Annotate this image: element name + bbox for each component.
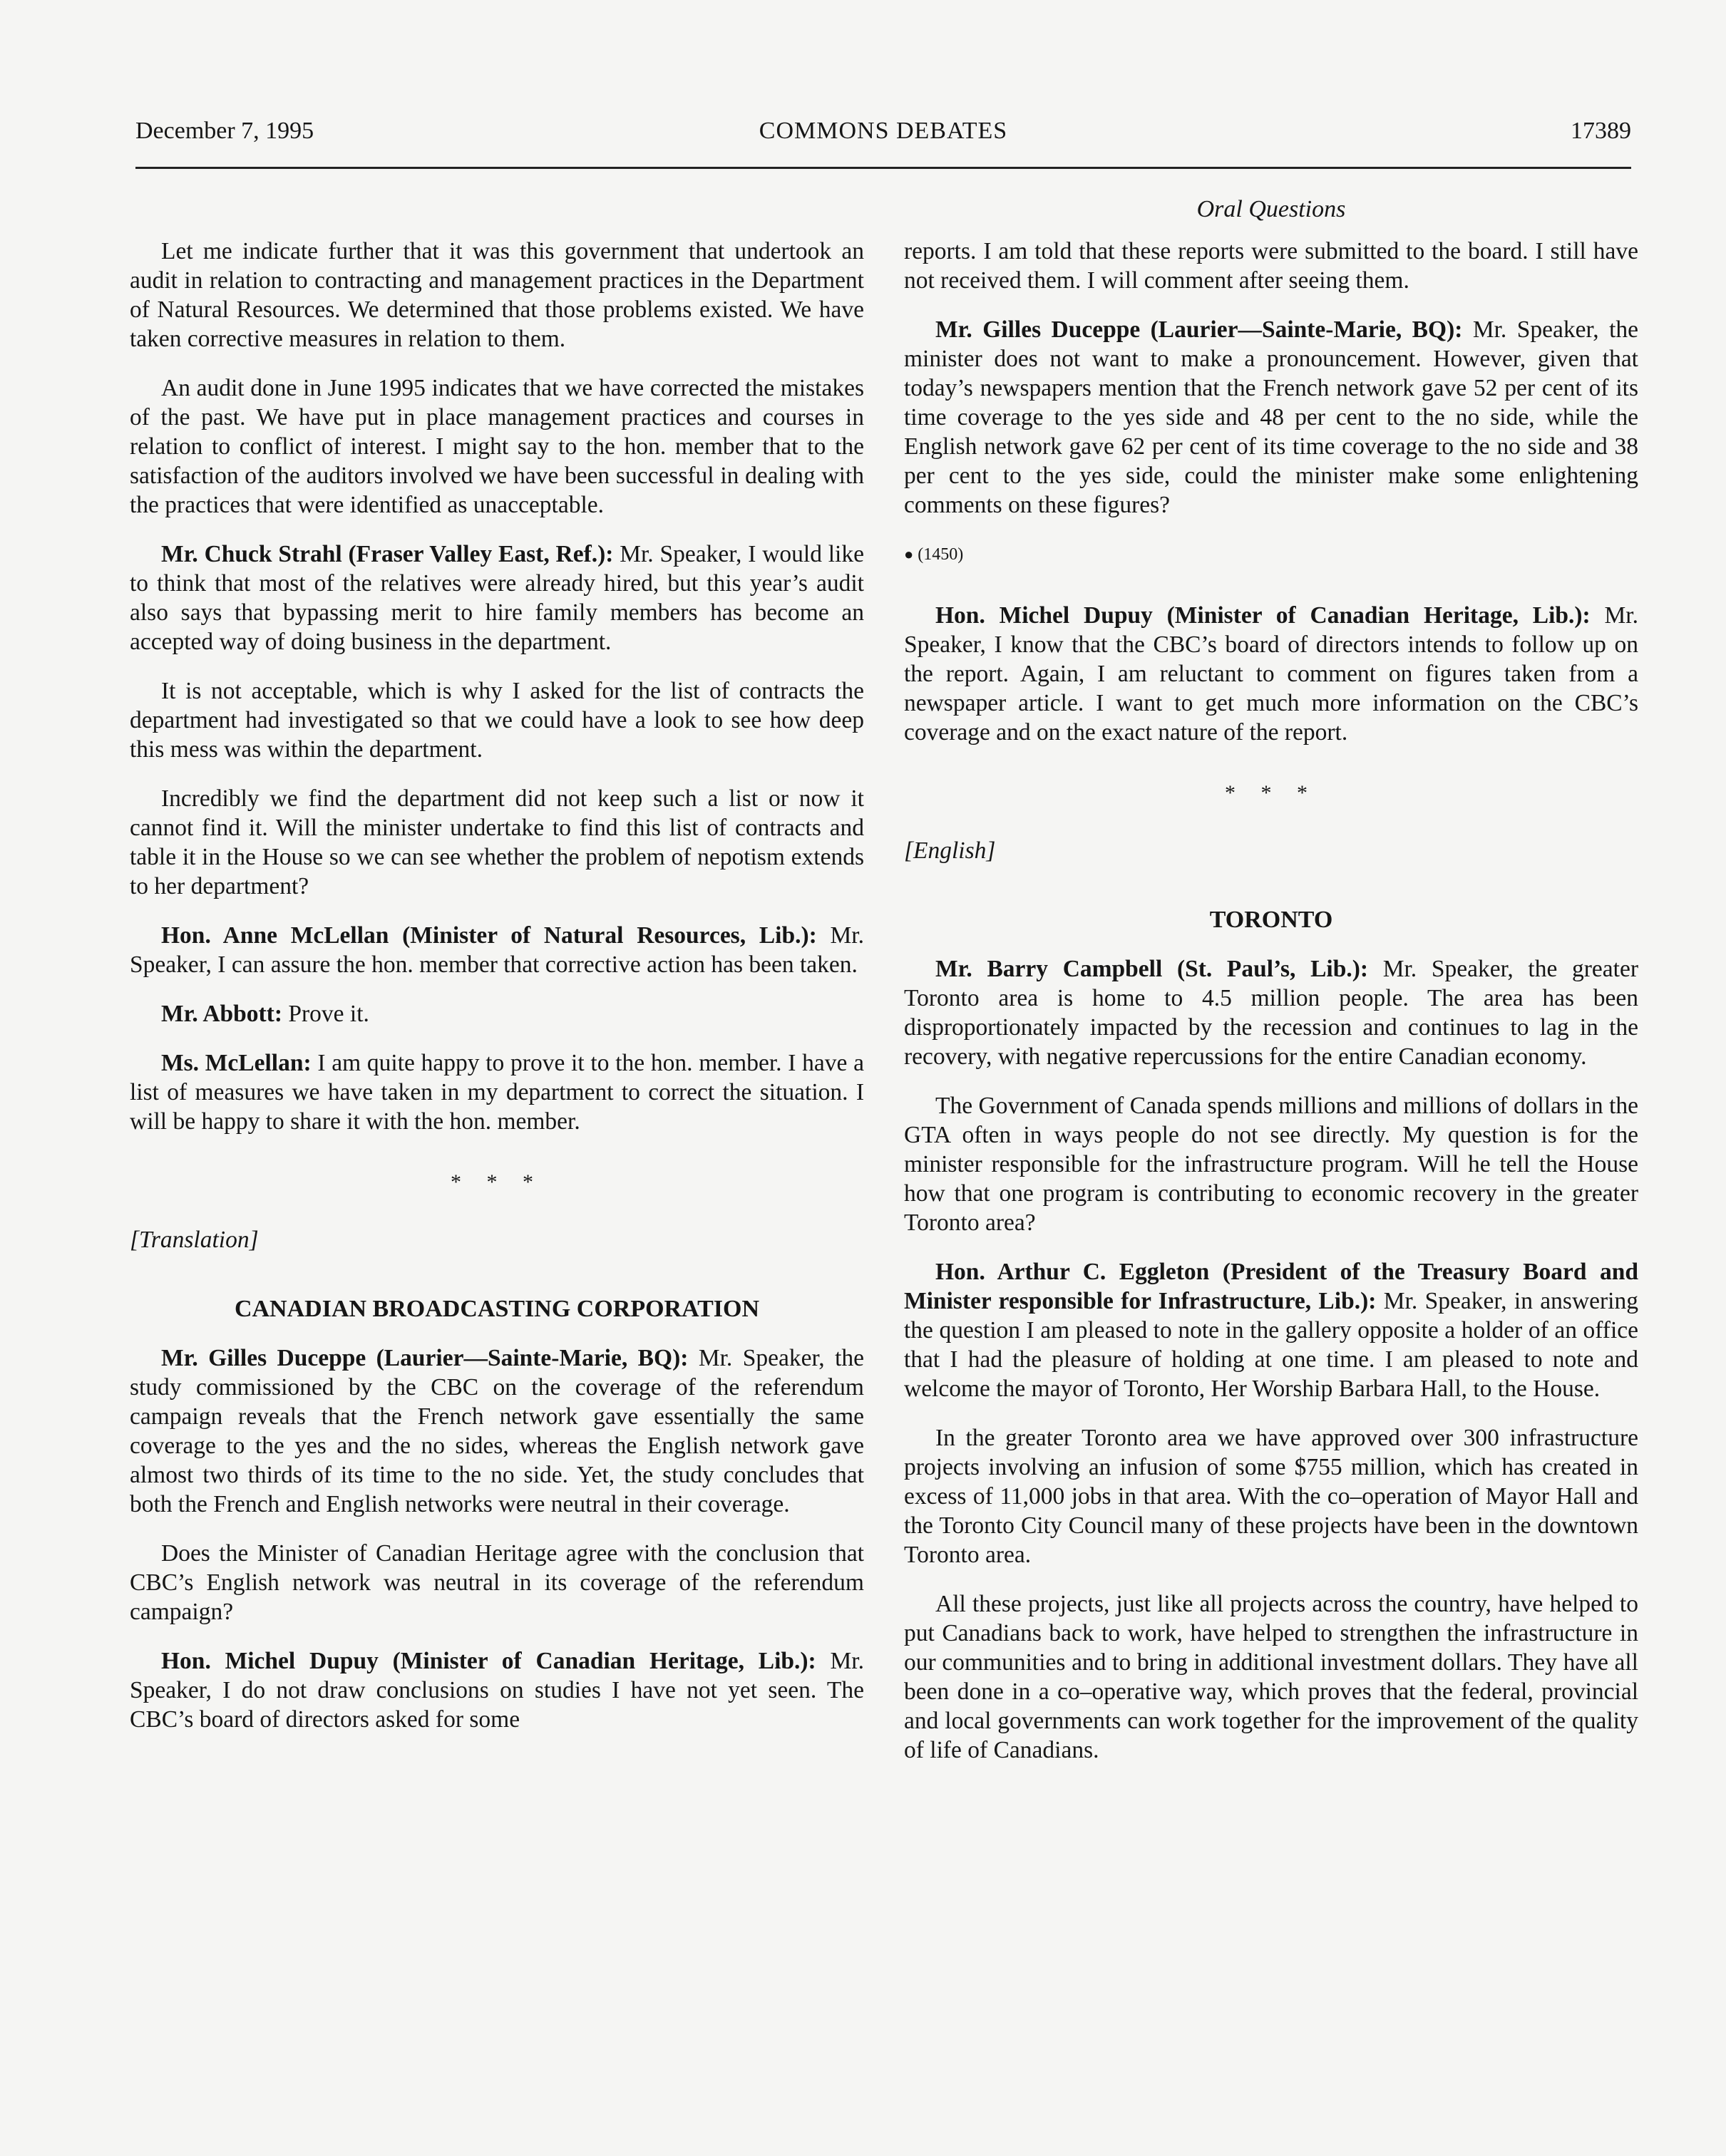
speaker-name: Mr. Gilles Duceppe (Laurier—Sainte-Marie, BQ): (161, 1345, 689, 1371)
paragraph (904, 954, 1638, 1071)
speech-text: I am quite happy to prove it to the hon. member. I have a list of measures we have taken in my department to correct the situation. I will be happy to share it with the hon. member. (130, 1050, 864, 1135)
speech-text: Mr. Speaker, I can assure the hon. member that corrective action has been taken. (130, 922, 864, 978)
paragraph: Does the Minister of Canadian Heritage agree with the conclusion that CBC’s English network was neutral in its coverage of the referendum campaign? (130, 1540, 864, 1625)
paragraph: reports. I am told that these reports were submitted to the board. I still have not received them. I will comment after seeing them. (904, 238, 1638, 294)
running-head (135, 118, 1631, 153)
speech-text: Prove it. (282, 1001, 369, 1027)
paragraph (130, 540, 864, 656)
speech-text: Mr. Speaker, I know that the CBC’s board of directors intends to follow up on the report. Again, I am reluctant to comment on figures taken from a newspaper article. I want to get much more information on the CBC’s coverage and on the exact nature of the report. (904, 602, 1638, 746)
paragraph: In the greater Toronto area we have approved over 300 infrastructure projects involving an infusion of some $755 million, which has created in excess of 11,000 jobs in that area. With the co–operation of Mayor Hall and the Toronto City Council many of these projects have been in the downtown Toronto area. (904, 1425, 1638, 1568)
language-marker: [Translation] (130, 1227, 259, 1253)
speaker-name: Mr. Barry Campbell (St. Paul’s, Lib.): (935, 956, 1369, 982)
page-number: 17389 (1571, 118, 1631, 144)
speech-text: Mr. Speaker, the minister does not want to make a pronouncement. However, given that today’s newspapers mention that the French network gave 52 per cent of its time coverage to the yes side and 48 per cent to the no side, while the English network gave 62 per cent of its time coverage to the no side and 38 per cent to the yes side, could the minister make some enlightening comments on these figures? (904, 316, 1638, 518)
paragraph (130, 921, 864, 979)
paragraph: Let me indicate further that it was this government that undertook an audit in relation to contracting and management practices in the Department of Natural Resources. We determined that those problems existed. We have taken corrective measures in relation to them. (130, 238, 864, 352)
section-separator: * * * (451, 1170, 543, 1194)
paragraph: An audit done in June 1995 indicates that we have corrected the mistakes of the past. We have put in place management practices and courses in relation to conflict of interest. I might say to the hon. member that to the satisfaction of the auditors involved we have been successful in dealing with the practices that were identified as unacceptable. (130, 375, 864, 518)
speech-text: Mr. Speaker, the study commissioned by the CBC on the coverage of the referendum campaign reveals that the French network gave essentially the same coverage to the yes and the no sides, whereas the English network gave almost two thirds of its time to the no side. Yet, the study concludes that both the French and English networks were neutral in their coverage. (130, 1345, 864, 1517)
section-separator: * * * (1225, 781, 1317, 805)
paragraph (904, 315, 1638, 520)
speaker-name: Hon. Michel Dupuy (Minister of Canadian Heritage, Lib.): (161, 1648, 816, 1674)
speaker-name: Ms. McLellan: (161, 1050, 312, 1076)
speaker-name: Mr. Abbott: (161, 1001, 282, 1027)
section-label: Oral Questions (1196, 196, 1346, 222)
section-heading: CANADIAN BROADCASTING CORPORATION (234, 1296, 760, 1322)
header-date: December 7, 1995 (135, 118, 314, 144)
right-column (904, 237, 1638, 1785)
speaker-name: Hon. Michel Dupuy (Minister of Canadian Heritage, Lib.): (935, 602, 1591, 629)
speech-text: Mr. Speaker, in answering the question I am pleased to note in the gallery opposite a holder of an office that I had the pleasure of holding at one time. I am pleased to note and welcome the mayor of Toronto, Her Worship Barbara Hall, to the House. (904, 1288, 1638, 1402)
left-column (130, 237, 864, 1754)
speaker-name: Hon. Arthur C. Eggleton (President of the Treasury Board and Minister responsible for Infrastructure, Lib.): (904, 1259, 1638, 1314)
timestamp-text: (1450) (918, 545, 964, 564)
paragraph (130, 1048, 864, 1136)
paragraph: All these projects, just like all projects across the country, have helped to put Canadians back to work, have helped to strengthen the infrastructure in our communities and to bring in additional investment dollars. They have all been done in a co–operative way, which proves that the federal, provincial and local governments can work together for the improvement of the quality of life of Canadians. (904, 1591, 1638, 1763)
header-title: COMMONS DEBATES (759, 118, 1008, 144)
language-marker: [English] (904, 837, 996, 864)
paragraph (130, 1646, 864, 1734)
paragraph (904, 601, 1638, 747)
speech-text: Mr. Speaker, I would like to think that most of the relatives were already hired, but this year’s audit also says that bypassing merit to hire family members has become an accepted way of doing business in the department. (130, 541, 864, 655)
paragraph (130, 999, 864, 1028)
paragraph (130, 1343, 864, 1519)
timestamp (904, 540, 1638, 569)
speaker-name: Hon. Anne McLellan (Minister of Natural Resources, Lib.): (161, 922, 817, 949)
speech-text: Mr. Speaker, the greater Toronto area is home to 4.5 million people. The area has been disproportionately impacted by the recession and continues to lag in the recovery, with negative repercussions for the entire Canadian economy. (904, 956, 1638, 1070)
paragraph: The Government of Canada spends millions and millions of dollars in the GTA often in ways people do not see directly. My question is for the minister responsible for the infrastructure program. Will he tell the House how that one program is contributing to economic recovery in the greater Toronto area? (904, 1093, 1638, 1236)
speech-text: Mr. Speaker, I do not draw conclusions on studies I have not yet seen. The CBC’s board of directors asked for some (130, 1648, 864, 1733)
paragraph: Incredibly we find the department did not keep such a list or now it cannot find it. Will the minister undertake to find this list of contracts and table it in the House so we can see whether the problem of nepotism extends to her department? (130, 785, 864, 899)
speaker-name: Mr. Chuck Strahl (Fraser Valley East, Ref.): (161, 541, 614, 567)
paragraph: It is not acceptable, which is why I asked for the list of contracts the department had investigated so that we could have a look to see how deep this mess was within the department. (130, 678, 864, 763)
speaker-name: Mr. Gilles Duceppe (Laurier—Sainte-Marie, BQ): (935, 316, 1463, 343)
paragraph (904, 1257, 1638, 1403)
bullet-icon: ● (904, 545, 914, 563)
section-heading: TORONTO (1209, 907, 1333, 933)
header-rule (135, 167, 1631, 169)
